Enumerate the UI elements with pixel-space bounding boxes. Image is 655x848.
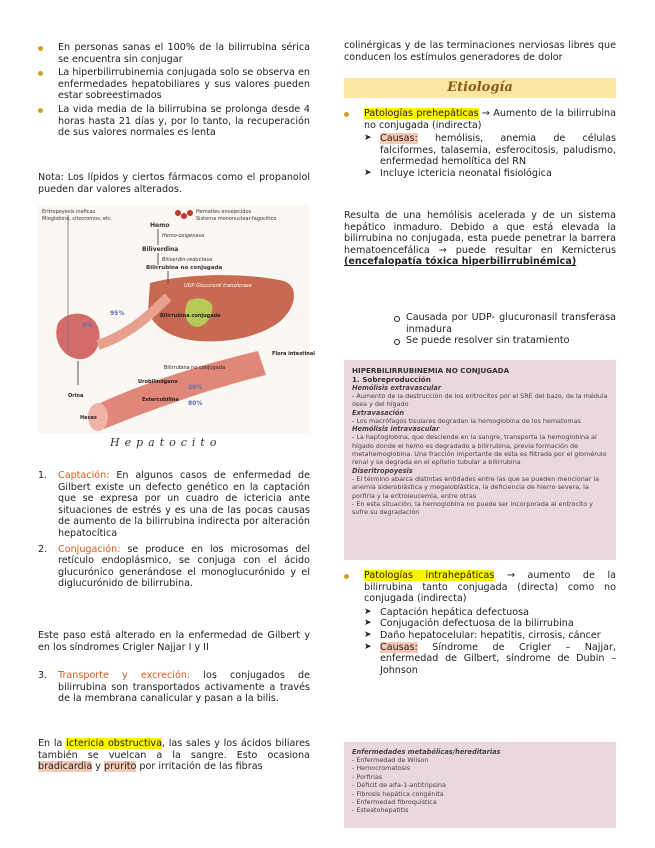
arrow-icon: ➤ [364,133,372,144]
arrow-icon: ➤ [364,606,372,617]
label-flora-intestinal: Flora intestinal [272,351,315,357]
list-item: Patologías prehepáticas → Aumento de la bilirrubina no conjugada (indirecta) [344,108,616,131]
label-pct-20: 20% [188,384,203,391]
list-item: ➤ Causas: Síndrome de Crigler – Najjar, enfermedad de Gilbert, síndrome de Dubin – Johnson [364,641,616,676]
middle-text: Este paso está alterado en la enfermedad de Gilbert y en los síndromes Crigler Najjar I y II [38,630,310,653]
circle-bullet-icon [394,339,400,345]
label-udp: UDP Glucuronil transferasa [184,283,252,289]
circle-bullet-icon [394,316,400,322]
label-biliverdina: Biliverdina [142,246,179,253]
label-pct-95: 95% [110,310,125,317]
arrow-icon: ➤ [364,167,372,178]
bullet-icon [344,112,349,117]
prehepaticas-section [344,108,616,180]
label-hematies: Hematíes envejecidos [196,209,252,215]
label-pct-80: 80% [188,400,203,407]
enfermedades-metabolicas-box: Enfermedades metabólicas/hereditarias - Enfermedad de Wilson - Hemocromatosis - Porfirias - Déficit de alfa-1-antitripsina - Fibrosis hepática congénita - Enfermedad fibroquística - Esteatohepatitis [344,742,616,828]
intro-bullets [38,42,310,141]
list-item: ➤ Incluye ictericia neonatal fisiológica [364,167,552,179]
etiologia-banner [344,78,616,98]
list-item: La vida media de la bilirrubina se prolonga desde 4 horas hasta 21 días y, por lo tanto, la recuperación de sus valores normales es lenta [38,104,310,139]
list-item: 1. Captación: En algunos casos de enfermedad de Gilbert existe un defecto genético en la captación que se expresa por un cuadro de ictericia ante situaciones de estrés y es una de las pocas causas de aumento de la bilirrubina indirecta por alteración hepatocítica [38,470,310,539]
numbered-steps [38,470,310,592]
label-eritropoyesis: Eritropoyesis ineficaz [42,209,96,215]
list-item: Patologías intrahepáticas → aumento de la bilirrubina tanto conjugada (directa) como no conjugada (indirecta) [344,570,616,605]
label-estercobilina: Estercobilina [142,397,179,403]
label-bilirrubina-conjugada: Bilirrubina conjugada [160,313,221,319]
final-paragraph: En la ictericia obstructiva, las sales y los ácidos biliares también se vuelcan a la sangre. Esto ocasiona bradicardia y prurito por irritación de las fibras [38,738,310,773]
label-hemo: Hemo [150,222,170,229]
bullet-icon [38,71,43,76]
arrow-icon: ➤ [364,618,372,629]
list-item: La hiperbilirrubinemia conjugada solo se observa en enfermedades hepatobiliares y sus valores pueden estar sobreestimados [38,67,310,102]
list-item: 3. Transporte y excreción: los conjugados de bilirrubina son transportados activamente a través de la membrana canalicular y pasan a la bilis. [38,670,310,705]
list-item: Causada por UDP- glucuronasil transferasa inmadura [344,312,616,335]
bullet-icon [344,574,349,579]
list-item: ➤ Causas: hemólisis, anemia de células falciformes, talasemia, esferocitosis, paludismo, enfermedad hemolítica del RN [364,133,616,168]
label-bilirrubina-no-conjugada-2: Bilirrubina no conjugada [164,365,226,371]
list-item: 2. Conjugación: se produce en los microsomas del retículo endoplásmico, se conjuga con el ácido glucurónico generándose el monoglucurónido y el diglucurónido de bilirrubina. [38,543,310,590]
kernicterus-paragraph: Resulta de una hemólisis acelerada y de un sistema hepático inmaduro. Debido a que está elevada la bilirrubina no conjugada, esta puede penetrar la barrera hematoencefálica → puede resultar en Kernicterus (encefalopatía tóxica hiperbilirrubinémica) [344,210,616,268]
label-mioglobina: Mioglobina, citocromos, etc. [42,216,113,222]
arrow-icon: ➤ [364,629,372,640]
note-text: Nota: Los lípidos y ciertos fármacos como el propanolol pueden dar valores alterados. [38,172,310,195]
label-bilirrubina-no-conjugada: Bilirrubina no conjugada [146,265,223,271]
continued-text: colinérgicas y de las terminaciones nerviosas libres que conducen los estímulos generadores de dolor [344,40,616,63]
hiperbilirrubinemia-box: HIPERBILIRRUBINEMIA NO CONJUGADA 1. Sobreproducción Hemólisis extravascular - Aumento de la destrucción de los eritrocitos por el SRE del bazo, de la médula ósea y del hígado Extravasación - Los macrófagos tisulares degradan la hemoglobina de los hematomas Hemólisis intravascular - La haptoglobina, que desciende en la sangre, transporta la hemoglobina al hígado donde el hemo es degradado a bilirrubina, previa formación de metahemoglobina. Una fracción importante de esta es filtrada por el glomérulo renal y se degrada en el epitelio tubular a bilirrubina Diseritropoyesis - El término abarca distintas entidades entre las que se pueden mencionar la anemia sideroblástica y megaloblástica, la deficiencia de hierro severa, la porfiria y la eritroleucemia, entre otras - En esta situación, la hemoglobina no puede ser incorporada al entrocito y sufre su degradación [344,360,616,560]
bullet-icon [38,46,43,51]
label-hemo-oxigenasa: Hemo-oxigenasa [162,233,205,239]
arrow-icon: ➤ [364,641,372,652]
label-biliverdin-reductasa: Biliverdin-reductasa [162,257,213,263]
intrahepaticas-section [344,570,616,676]
label-orina: Orina [68,393,84,399]
list-item: ➤ Conjugación defectuosa de la bilirrubina [364,618,574,630]
list-item: ➤ Daño hepatocelular: hepatitis, cirrosis, cáncer [364,629,601,641]
list-item: En personas sanas el 100% de la bilirrubina sérica se encuentra sin conjugar [38,42,310,65]
list-item: ➤ Captación hepática defectuosa [364,606,529,618]
bullet-icon [38,108,43,113]
label-sistema: Sistema mononuclear-fagocítico [196,216,277,222]
label-pct-5: 5% [82,322,93,329]
label-heces: Heces [80,415,97,421]
hepatocito-title: Hepatocito [110,436,222,449]
kernicterus-subitems [344,312,616,347]
label-urobilinogeno: Urobilinógeno [138,379,178,385]
list-item: Se puede resolver sin tratamiento [344,335,616,347]
bilirubin-metabolism-diagram [38,205,315,433]
etiologia-title: Etiología [447,80,513,95]
